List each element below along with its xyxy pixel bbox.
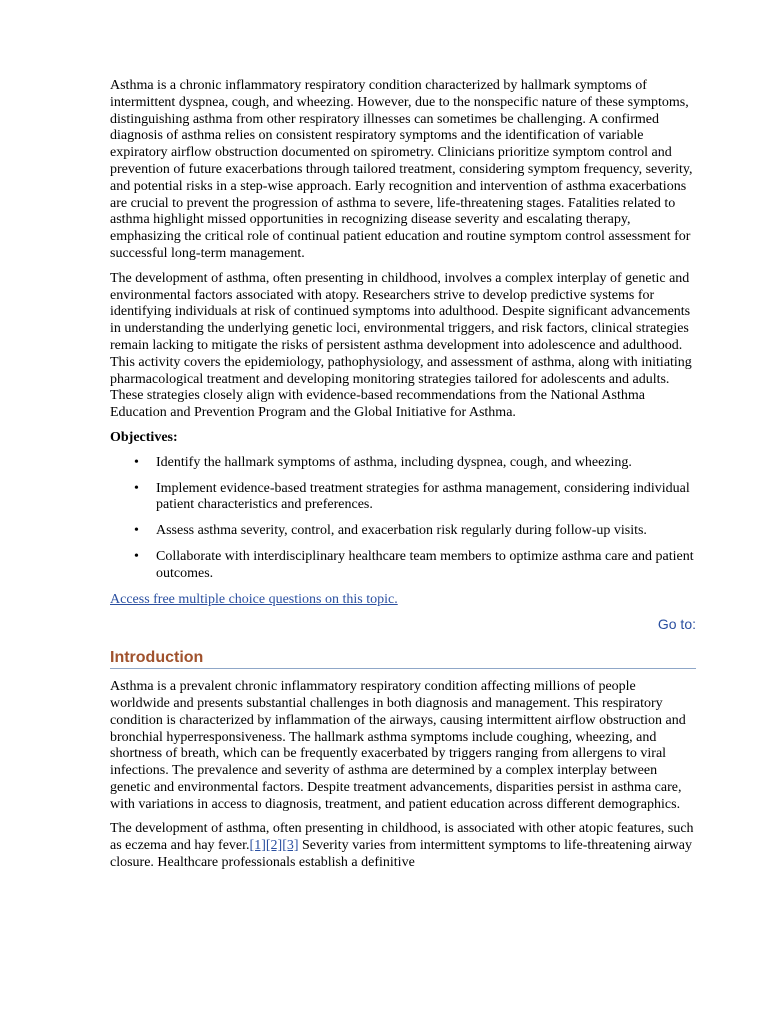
objective-text: Assess asthma severity, control, and exacerbation risk regularly during follow-up visits. [156,523,647,539]
introduction-text: Severity varies from intermittent symptoms to life-threatening airway closure. Healthcare professionals establish a definitive [110,838,692,871]
access-questions-link[interactable]: Access free multiple choice questions on this topic. [110,591,398,607]
article-body [110,78,696,880]
introduction-paragraph: Asthma is a prevalent chronic inflammatory respiratory condition affecting millions of people worldwide and presents substantial challenges in both diagnosis and management. This respiratory condition is characterized by inflammation of the airways, causing intermittent airflow obstruction and bronchial hyperresponsiveness. The hallmark asthma symptoms include coughing, wheezing, and shortness of breath, which can be frequently exacerbated by triggers ranging from allergens to viral infections. The prevalence and severity of asthma are determined by a complex interplay between genetic and environmental factors. Despite treatment advancements, disparities persist in asthma care, with variations in access to diagnosis, treatment, and patient education across different demographics. [110,679,686,812]
objective-text: Identify the hallmark symptoms of asthma, including dyspnea, cough, and wheezing. [156,454,632,470]
abstract-paragraph: Asthma is a chronic inflammatory respiratory condition characterized by hallmark symptoms of intermittent dyspnea, cough, and wheezing. However, due to the nonspecific nature of these symptoms, distinguishing asthma from other respiratory illnesses can sometimes be challenging. A confirmed diagnosis of asthma relies on consistent respiratory symptoms and the identification of variable expiratory airflow obstruction documented on spirometry. Clinicians prioritize symptom control and prevention of future exacerbations through tailored treatment, considering symptom frequency, severity, and potential risks in a step-wise approach. Early recognition and intervention of asthma exacerbations are crucial to prevent the progression of asthma to severe, life-threatening stages. Fatalities related to asthma highlight missed opportunities in recognizing disease severity and escalating therapy, emphasizing the critical role of continual patient education and routine symptom control assessment for successful long-term management. [110,78,693,261]
abstract-paragraph: The development of asthma, often presenting in childhood, involves a complex interplay of genetic and environmental factors associated with atopy. Researchers strive to develop predictive systems for identifying individuals at risk of continued symptoms into adulthood. Despite significant advancements in understanding the underlying genetic loci, environmental triggers, and risk factors, clinical strategies remain lacking to mitigate the risks of persistent asthma development into adolescence and adulthood. This activity covers the epidemiology, pathophysiology, and assessment of asthma, along with initiating pharmacological treatment and developing monitoring strategies tailored for adolescents and adults. These strategies closely align with evidence-based recommendations from the National Asthma Education and Prevention Program and the Global Initiative for Asthma. [110,270,692,421]
objectives-list [110,455,696,583]
objective-item [134,523,696,540]
citation-link-3[interactable]: [3] [282,838,299,854]
objective-item [134,548,696,583]
objective-item [134,480,696,515]
citation-link-1[interactable]: [1] [249,838,266,854]
bullet-icon: • [134,523,139,539]
introduction-paragraph [110,821,696,871]
goto-link[interactable]: Go to: [657,616,696,633]
introduction-text: The development of asthma, often presenting in childhood, is associated with other atopic features, such as eczema and hay fever. [110,821,694,854]
objective-item [134,454,696,472]
bullet-icon: • [134,454,139,470]
bullet-icon: • [134,480,139,496]
objectives-heading: Objectives: [110,429,178,445]
bullet-icon: • [134,548,139,564]
goto-row [110,616,696,635]
citation-link-2[interactable]: [2] [265,838,283,854]
objective-text: Collaborate with interdisciplinary healthcare team members to optimize asthma care and patient outcomes. [156,548,694,581]
introduction-heading: Introduction [110,649,696,669]
objective-text: Implement evidence-based treatment strategies for asthma management, considering individual patient characteristics and preferences. [156,480,690,513]
